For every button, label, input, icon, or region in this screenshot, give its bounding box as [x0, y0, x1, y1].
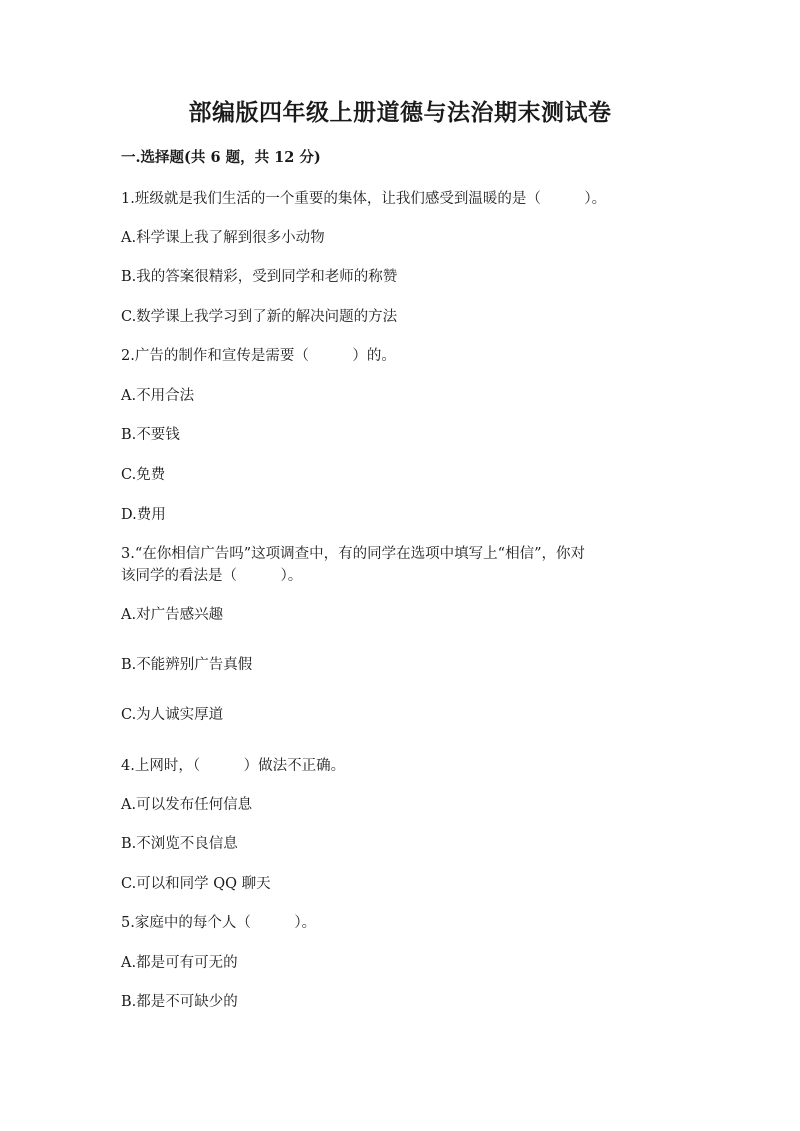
question-3-stem-line-2: 该同学的看法是（ ）。 [121, 568, 303, 584]
question-3-option-b: B.不能辨别广告真假 [121, 657, 253, 673]
question-2-stem: 2.广告的制作和宣传是需要（ ）的。 [121, 348, 396, 364]
question-1-option-a: A.科学课上我了解到很多小动物 [121, 230, 325, 246]
question-2-option-b: B.不要钱 [121, 427, 180, 443]
question-2-option-c: C.免费 [121, 467, 166, 483]
question-2-option-a: A.不用合法 [121, 388, 195, 404]
question-1-option-b: B.我的答案很精彩，受到同学和老师的称赞 [121, 269, 398, 285]
page-title: 部编版四年级上册道德与法治期末测试卷 [188, 99, 612, 126]
question-4-stem: 4.上网时，（ ）做法不正确。 [121, 758, 346, 774]
question-4-option-a: A.可以发布任何信息 [121, 797, 253, 813]
question-5-option-b: B.都是不可缺少的 [121, 994, 238, 1010]
question-4-option-b: B.不浏览不良信息 [121, 836, 238, 852]
question-3-option-a: A.对广告感兴趣 [121, 607, 224, 623]
question-3-option-c: C.为人诚实厚道 [121, 707, 224, 723]
question-5-stem: 5.家庭中的每个人（ ）。 [121, 915, 317, 931]
question-2-option-d: D.费用 [121, 507, 166, 523]
question-3-stem-line-1: 3.“在你相信广告吗”这项调查中，有的同学在选项中填写上“相信”，你对 [121, 546, 585, 562]
section-heading: 一.选择题(共 6 题，共 12 分) [121, 149, 321, 166]
question-1-option-c: C.数学课上我学习到了新的解决问题的方法 [121, 309, 398, 325]
question-1-stem: 1.班级就是我们生活的一个重要的集体，让我们感受到温暖的是（ ）。 [121, 191, 607, 207]
question-5-option-a: A.都是可有可无的 [121, 955, 238, 971]
question-4-option-c: C.可以和同学 QQ 聊天 [121, 876, 271, 892]
